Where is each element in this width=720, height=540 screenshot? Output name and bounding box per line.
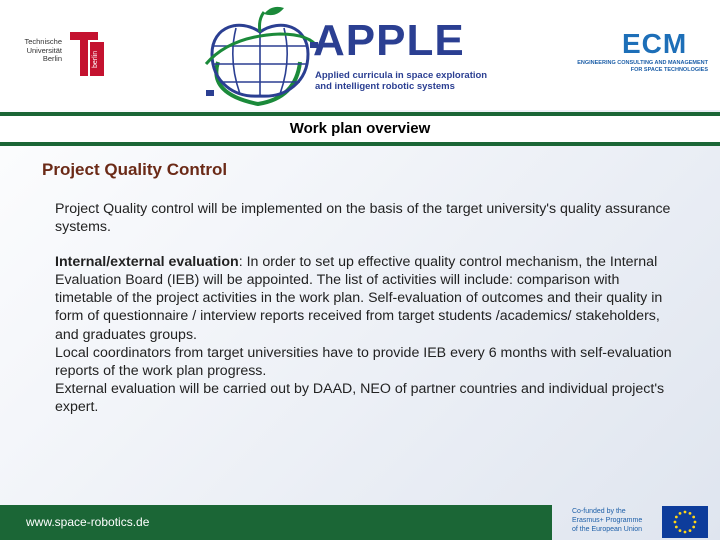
local-coordinators-paragraph: Local coordinators from target universities have to provide IEB every 6 months with self-evaluation reports of the work plan progress. [55, 344, 672, 379]
body-text [55, 200, 675, 416]
eu-star [684, 511, 687, 514]
eu-star [679, 512, 682, 515]
ecm-wordmark: ECM [622, 28, 688, 59]
eu-flag-icon [662, 506, 708, 538]
intro-paragraph: Project Quality control will be implemented on the basis of the target university's quality assurance systems. [55, 201, 671, 236]
svg-text:berlin: berlin [92, 50, 99, 68]
section-title: Project Quality Control [42, 160, 228, 179]
eu-star [674, 521, 677, 524]
apple-globe-icon [200, 4, 320, 108]
tu-logo-mark-icon [68, 30, 108, 80]
tu-logo-text: Technische Universität Berlin [24, 37, 62, 63]
apple-subtitle: Applied curricula in space exploration and intelligent robotic systems [315, 70, 488, 92]
eu-star [684, 531, 687, 534]
eu-star [692, 516, 695, 519]
slide-title: Work plan overview [0, 116, 720, 142]
eu-star [679, 529, 682, 532]
eu-star [675, 526, 678, 529]
evaluation-text: In order to set up effective quality control mechanism, the Internal Evaluation Board (IEB) will be appointed. The list of activities will include: comparison with timetable of the project activities in the work plan. Self-evaluation of outcomes and their quality in form of questionnaire / interview reports received from target students /academics/ stakeholders, and graduates groups. [55, 254, 663, 343]
eu-star [689, 529, 692, 532]
evaluation-label: Internal/external evaluation [55, 254, 239, 271]
footer-bar [0, 505, 552, 540]
external-evaluation-paragraph: External evaluation will be carried out by DAAD, NEO of partner countries and individual project's expert. [55, 380, 665, 415]
evaluation-paragraph: Internal/external evaluation: In order to set up effective quality control mechanism, the Internal Evaluation Board (IEB) will be appointed. The list of activities will include: comparison with timetable of the project activities in the work plan. Self-evaluation of outcomes and their quality in form of questionnaire / interview reports received from target students /academics/ stakeholders, and graduates groups. [55, 254, 663, 343]
eu-star [692, 526, 695, 529]
apple-title: APPLE [313, 16, 465, 65]
eu-star [675, 516, 678, 519]
eu-cofunded-text: Co-funded by the Erasmus+ Programme of the European Union [572, 508, 643, 533]
eu-star [689, 512, 692, 515]
eu-cofunded-logo [566, 505, 720, 540]
footer-url: www.space-robotics.de [26, 515, 150, 529]
ecm-logo [540, 26, 712, 86]
tu-berlin-logo [18, 30, 108, 80]
header [0, 0, 720, 110]
eu-star [694, 521, 697, 524]
apple-logo [200, 4, 500, 108]
title-bar [0, 112, 720, 146]
ecm-subtitle: ENGINEERING CONSULTING AND MANAGEMENT FOR SPACE TECHNOLOGIES [577, 60, 708, 73]
